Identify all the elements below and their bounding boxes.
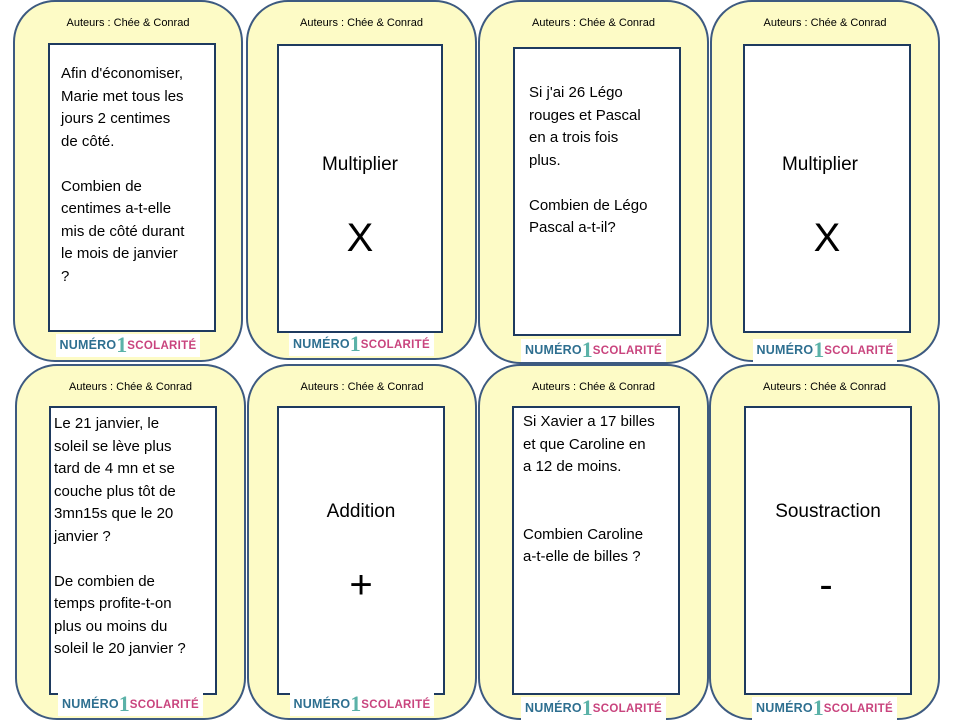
- logo-number: 1: [116, 332, 128, 357]
- numero1-scolarite-logo: [15, 334, 241, 357]
- logo-part1: NUMÉRO: [756, 701, 813, 715]
- paragraph-gap: [54, 548, 207, 571]
- logo-number: 1: [812, 695, 824, 720]
- question-text: [523, 411, 670, 569]
- question-paragraph: [523, 411, 670, 479]
- question-line: soleil le 20 janvier ?: [54, 640, 186, 657]
- question-line: plus ou moins du: [54, 617, 168, 635]
- numero1-scolarite-logo: [249, 693, 475, 716]
- question-box: [49, 406, 217, 695]
- author-label: Auteurs : Chée & Conrad: [763, 381, 886, 393]
- question-line: Combien de Légo: [529, 196, 648, 214]
- question-box: [512, 406, 680, 695]
- logo-part2: SCOLARITÉ: [127, 340, 197, 352]
- question-paragraph: [54, 571, 207, 661]
- logo-wrap: [752, 697, 897, 720]
- question-line: le mois de janvier: [61, 245, 178, 262]
- logo-wrap: [56, 334, 201, 357]
- question-line: centimes a-t-elle: [61, 200, 172, 217]
- question-box: [48, 43, 216, 332]
- question-line: temps profite-t-on: [54, 595, 172, 612]
- operation-name: Multiplier: [781, 154, 859, 175]
- numero1-scolarite-logo: [17, 693, 244, 716]
- question-line: Le 21 janvier, le: [54, 415, 160, 432]
- numero1-scolarite-logo: [480, 339, 707, 362]
- author-label: Auteurs : Chée & Conrad: [69, 381, 192, 393]
- question-line: Pascal a-t-il?: [529, 219, 616, 236]
- logo-part2: SCOLARITÉ: [592, 703, 662, 715]
- question-paragraph: [61, 63, 206, 153]
- logo-number: 1: [350, 691, 362, 716]
- card-8: [709, 364, 940, 720]
- operation-symbol: X: [346, 216, 374, 260]
- logo-wrap: [521, 339, 666, 362]
- logo-part2: SCOLARITÉ: [592, 345, 662, 357]
- logo-part2: SCOLARITÉ: [360, 339, 430, 351]
- card-3: [478, 0, 709, 364]
- paragraph-gap: [523, 479, 670, 502]
- author-label: Auteurs : Chée & Conrad: [66, 17, 190, 29]
- author-label: Auteurs : Chée & Conrad: [300, 381, 424, 393]
- author-label: Auteurs : Chée & Conrad: [763, 17, 887, 29]
- question-line: a-t-elle de billes ?: [523, 548, 641, 565]
- question-line: soleil se lève plus: [54, 437, 172, 455]
- question-line: couche plus tôt de: [54, 482, 176, 500]
- operation-symbol: X: [813, 216, 841, 260]
- paragraph-gap: [523, 501, 670, 524]
- paragraph-gap: [529, 172, 671, 195]
- operation-box: [277, 44, 443, 333]
- numero1-scolarite-logo: [480, 697, 707, 720]
- question-paragraph: [54, 413, 207, 548]
- question-line: Afin d'économiser,: [61, 65, 184, 82]
- numero1-scolarite-logo: [711, 697, 938, 720]
- question-line: de côté.: [61, 132, 115, 150]
- question-paragraph: [61, 176, 206, 289]
- author-label: Auteurs : Chée & Conrad: [532, 17, 655, 29]
- operation-name: Multiplier: [321, 154, 399, 175]
- operation-box: [743, 44, 911, 333]
- operation-symbol: -: [819, 563, 833, 607]
- logo-part1: NUMÉRO: [293, 337, 350, 351]
- question-paragraph: [529, 195, 671, 240]
- question-line: rouges et Pascal: [529, 106, 641, 124]
- logo-part1: NUMÉRO: [525, 701, 582, 715]
- paragraph-gap: [61, 153, 206, 176]
- author-label: Auteurs : Chée & Conrad: [300, 17, 423, 29]
- logo-number: 1: [581, 337, 593, 362]
- card-5: [15, 364, 246, 720]
- question-line: Si j'ai 26 Légo: [529, 84, 623, 101]
- question-line: Combien Caroline: [523, 525, 644, 543]
- numero1-scolarite-logo: [248, 333, 475, 356]
- question-line: 3mn15s que le 20: [54, 505, 174, 522]
- logo-wrap: [58, 693, 203, 716]
- logo-part1: NUMÉRO: [59, 338, 117, 352]
- question-line: De combien de: [54, 572, 155, 590]
- logo-part1: NUMÉRO: [293, 697, 351, 711]
- logo-number: 1: [349, 331, 361, 356]
- question-line: plus.: [529, 151, 561, 169]
- logo-wrap: [753, 339, 898, 362]
- card-4: [710, 0, 940, 362]
- question-line: janvier ?: [54, 527, 111, 545]
- author-label: Auteurs : Chée & Conrad: [532, 381, 655, 393]
- question-line: Si Xavier a 17 billes: [523, 413, 655, 430]
- logo-number: 1: [813, 337, 825, 362]
- question-text: [61, 63, 206, 288]
- question-line: et que Caroline en: [523, 435, 646, 453]
- question-line: tard de 4 mn et se: [54, 460, 175, 477]
- operation-box: [277, 406, 445, 695]
- operation-box: [744, 406, 912, 695]
- logo-part1: NUMÉRO: [525, 343, 582, 357]
- card-7: [478, 364, 709, 720]
- logo-part1: NUMÉRO: [62, 697, 119, 711]
- question-line: a 12 de moins.: [523, 458, 622, 475]
- question-line: mis de côté durant: [61, 222, 185, 240]
- question-paragraph: [529, 82, 671, 172]
- logo-number: 1: [118, 691, 130, 716]
- question-text: [54, 413, 207, 661]
- logo-part1: NUMÉRO: [756, 343, 814, 357]
- card-6: [247, 364, 477, 720]
- question-line: Combien de: [61, 177, 142, 195]
- logo-wrap: [521, 697, 666, 720]
- operation-name: Addition: [326, 501, 396, 522]
- logo-wrap: [290, 693, 435, 716]
- logo-part2: SCOLARITÉ: [129, 699, 199, 711]
- question-line: en a trois fois: [529, 129, 619, 146]
- operation-symbol: +: [349, 563, 373, 607]
- logo-part2: SCOLARITÉ: [824, 345, 894, 357]
- question-paragraph: [523, 524, 670, 569]
- numero1-scolarite-logo: [712, 339, 938, 362]
- card-2: [246, 0, 477, 360]
- logo-wrap: [289, 333, 434, 356]
- question-line: Marie met tous les: [61, 87, 184, 105]
- operation-name: Soustraction: [775, 501, 881, 522]
- question-line: jours 2 centimes: [61, 110, 171, 127]
- question-text: [529, 82, 671, 240]
- question-line: ?: [61, 267, 70, 285]
- question-box: [513, 47, 681, 336]
- logo-part2: SCOLARITÉ: [361, 699, 431, 711]
- logo-number: 1: [581, 695, 593, 720]
- logo-part2: SCOLARITÉ: [823, 703, 893, 715]
- card-1: [13, 0, 243, 362]
